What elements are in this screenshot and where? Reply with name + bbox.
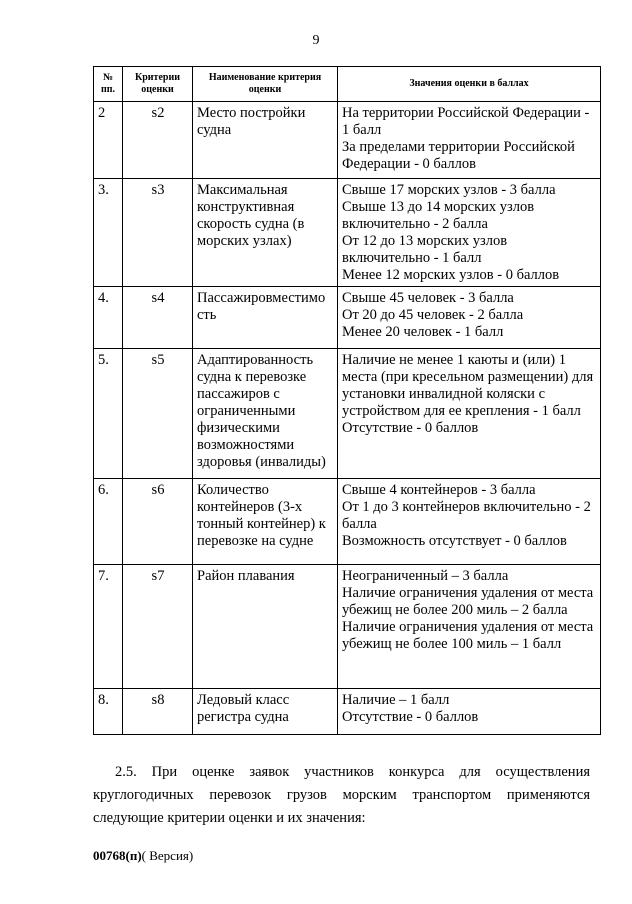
row-values xyxy=(338,102,601,179)
value-line: Отсутствие - 0 баллов xyxy=(342,420,479,436)
row-criteria-code: s8 xyxy=(123,689,193,735)
value-line: Наличие – 1 балл xyxy=(342,692,450,708)
criteria-table xyxy=(93,66,601,735)
row-values xyxy=(338,565,601,689)
row-criteria-name: Район плавания xyxy=(193,565,338,689)
row-criteria-name: Количество контейнеров (3-х тонный контейнер) к перевозке на судне xyxy=(193,479,338,565)
value-line: От 12 до 13 морских узлов включительно - 1 балл xyxy=(342,233,508,266)
row-criteria-name: Пассажировместимо сть xyxy=(193,287,338,349)
row-criteria-name: Максимальная конструктивная скорость судна (в морских узлах) xyxy=(193,179,338,287)
header-criteria: Критерии оценки xyxy=(123,67,193,102)
value-line: Менее 20 человек - 1 балл xyxy=(342,324,504,340)
value-line: Свыше 45 человек - 3 балла xyxy=(342,290,514,306)
row-criteria-code: s4 xyxy=(123,287,193,349)
table-row xyxy=(94,102,601,179)
value-line: За пределами территории Российской Федерации - 0 баллов xyxy=(342,139,575,172)
table-row xyxy=(94,179,601,287)
value-line: Возможность отсутствует - 0 баллов xyxy=(342,533,567,549)
value-line: Свыше 4 контейнеров - 3 балла xyxy=(342,482,536,498)
value-line: Наличие ограничения удаления от места убежищ не более 200 миль – 2 балла xyxy=(342,585,594,618)
value-line: От 1 до 3 контейнеров включительно - 2 балла xyxy=(342,499,591,532)
table-row xyxy=(94,349,601,479)
page-number: 9 xyxy=(312,33,320,48)
value-line: Свыше 13 до 14 морских узлов включительно - 2 балла xyxy=(342,199,535,232)
header-values: Значения оценки в баллах xyxy=(338,67,601,102)
value-line: Наличие ограничения удаления от места убежищ не более 100 миль – 1 балл xyxy=(342,619,594,652)
footer xyxy=(93,848,193,864)
row-values xyxy=(338,689,601,735)
row-values xyxy=(338,287,601,349)
table-header-row xyxy=(94,67,601,102)
row-number: 2 xyxy=(94,102,123,179)
footer-version: ( Версия) xyxy=(141,848,194,863)
header-num: № пп. xyxy=(94,67,123,102)
table-row xyxy=(94,479,601,565)
row-criteria-code: s7 xyxy=(123,565,193,689)
row-number: 5. xyxy=(94,349,123,479)
row-number: 3. xyxy=(94,179,123,287)
value-line: Наличие не менее 1 каюты и (или) 1 места (при кресельном размещении) для установки инвалидной коляски с устройством для ее крепления - 1 балл xyxy=(342,352,594,419)
row-values xyxy=(338,179,601,287)
row-values xyxy=(338,349,601,479)
table-body xyxy=(94,102,601,735)
value-line: Отсутствие - 0 баллов xyxy=(342,709,479,725)
row-number: 6. xyxy=(94,479,123,565)
row-number: 7. xyxy=(94,565,123,689)
value-line: От 20 до 45 человек - 2 балла xyxy=(342,307,524,323)
table-row xyxy=(94,287,601,349)
row-criteria-code: s3 xyxy=(123,179,193,287)
row-criteria-code: s2 xyxy=(123,102,193,179)
row-number: 4. xyxy=(94,287,123,349)
row-criteria-name: Ледовый класс регистра судна xyxy=(193,689,338,735)
value-line: Менее 12 морских узлов - 0 баллов xyxy=(342,267,560,283)
value-line: Неограниченный – 3 балла xyxy=(342,568,509,584)
footer-code: 00768(п) xyxy=(93,848,142,863)
value-line: Свыше 17 морских узлов - 3 балла xyxy=(342,182,556,198)
row-values xyxy=(338,479,601,565)
table-row xyxy=(94,689,601,735)
row-number: 8. xyxy=(94,689,123,735)
section-paragraph: 2.5. При оценке заявок участников конкурса для осуществления круглогодичных перевозок грузов морским транспортом применяются следующие критерии оценки и их значения: xyxy=(93,764,590,826)
row-criteria-code: s5 xyxy=(123,349,193,479)
row-criteria-name: Адаптированность судна к перевозке пассажиров с ограниченными физическими возможностями здоровья (инвалиды) xyxy=(193,349,338,479)
value-line: На территории Российской Федерации - 1 балл xyxy=(342,105,590,138)
row-criteria-name: Место постройки судна xyxy=(193,102,338,179)
header-name: Наименование критерия оценки xyxy=(193,67,338,102)
table-row xyxy=(94,565,601,689)
row-criteria-code: s6 xyxy=(123,479,193,565)
